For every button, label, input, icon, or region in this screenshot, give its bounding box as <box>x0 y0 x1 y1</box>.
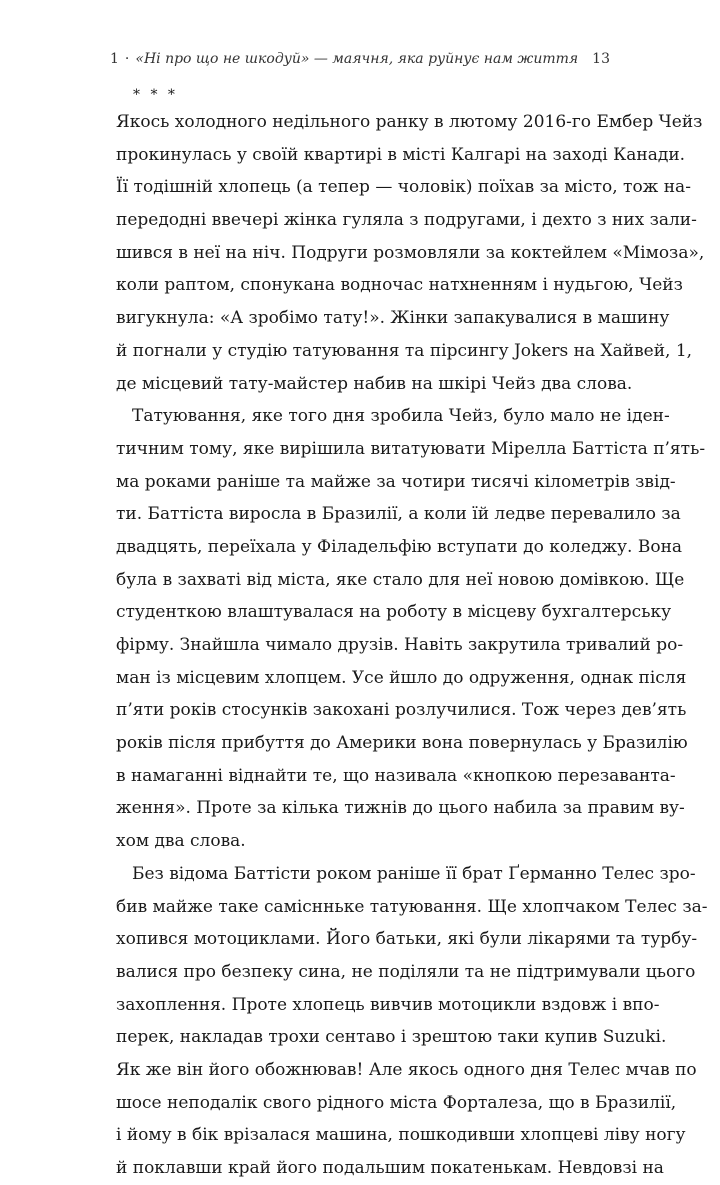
text-line: Якось холодного недільного ранку в лютому 2016-го Ембер Чейз <box>116 112 703 132</box>
text-line: шився в неї на ніч. Подруги розмовляли за коктейлем «Мімоза», <box>116 242 705 263</box>
text-line: років після прибуття до Америки вона повернулась у Бразилію <box>116 733 688 754</box>
text-line: в намаганні віднайти те, що називала «кнопкою перезаванта- <box>116 765 676 786</box>
text-line: фірму. Знайшла чимало друзів. Навіть закрутила тривалий ро- <box>116 635 684 655</box>
text-line: ти. Баттіста виросла в Бразилії, а коли їй ледве перевалило за <box>116 504 681 525</box>
text-line: передодні ввечері жінка гуляла з подругами, і дехто з них зали- <box>116 210 697 231</box>
text-line: коли раптом, спонукана водночас натхненням і нудьгою, Чейз <box>116 275 683 296</box>
chapter-title: «Ні про що не шкодуй» — маячня, яка руйнує нам життя <box>135 51 579 67</box>
text-line: двадцять, переїхала у Філадельфію вступати до коледжу. Вона <box>116 536 683 557</box>
text-line: захоплення. Проте хлопець вивчив мотоцикли вздовж і впо- <box>116 994 660 1015</box>
text-line: й погнали у студію татуювання та пірсингу Jokers на Хайвей, 1, <box>116 340 693 361</box>
text-line: бив майже таке саміснньке татуювання. Ще хлопчаком Телес за- <box>116 896 708 917</box>
text-line: ження». Проте за кілька тижнів до цього набила за правим ву- <box>116 798 685 819</box>
text-line: де місцевий тату-майстер набив на шкірі Чейз два слова. <box>116 373 633 394</box>
text-line: тичним тому, яке вирішила витатуювати Мірелла Баттіста п’ять- <box>116 438 706 459</box>
text-line: Татуювання, яке того дня зробила Чейз, було мало не іден- <box>132 406 670 427</box>
header-separator: · <box>124 51 130 67</box>
running-header <box>110 48 610 70</box>
text-line: Без відома Баттісти роком раніше її брат Ґерманно Телес зро- <box>132 863 696 884</box>
chapter-number: 1 <box>110 51 119 67</box>
text-line: студенткою влаштувалася на роботу в місцеву бухгалтерську <box>116 602 672 623</box>
body-text <box>116 106 708 1185</box>
page-number: 13 <box>592 51 610 67</box>
text-line: шосе неподалік свого рідного міста Форталеза, що в Бразилії, <box>116 1092 677 1113</box>
text-line: вигукнула: «А зробімо тату!». Жінки запакувалися в машину <box>116 308 670 329</box>
text-line: ман із місцевим хлопцем. Усе йшло до одруження, однак після <box>116 667 687 688</box>
text-line: й поклавши край його подальшим покатенькам. Невдовзі на <box>116 1158 664 1178</box>
text-line: і йому в бік врізалася машина, пошкодивши хлопцеві ліву ногу <box>116 1125 686 1146</box>
text-line: перек, накладав трохи сентаво і зрештою таки купив Suzuki. <box>116 1027 667 1048</box>
text-line: ма роками раніше та майже за чотири тисячі кілометрів звід- <box>116 471 676 492</box>
text-line: валися про безпеку сина, не поділяли та не підтримували цього <box>116 961 696 982</box>
text-line: Як же він його обожнював! Але якось одного дня Телес мчав по <box>116 1059 697 1080</box>
header-chapter <box>110 48 578 70</box>
text-line: Її тодішній хлопець (а тепер — чоловік) поїхав за місто, тож на- <box>116 177 691 198</box>
text-line: п’яти років стосунків закохані розлучилися. Тож через дев’ять <box>116 700 687 721</box>
text-line: хом два слова. <box>116 831 246 852</box>
section-divider: * * * <box>133 87 178 103</box>
text-line: прокинулась у своїй квартирі в місті Калгарі на заході Канади. <box>116 144 686 165</box>
text-line: хопився мотоциклами. Його батьки, які були лікарями та турбу- <box>116 929 698 950</box>
text-line: була в захваті від міста, яке стало для неї новою домівкою. Ще <box>116 569 685 590</box>
